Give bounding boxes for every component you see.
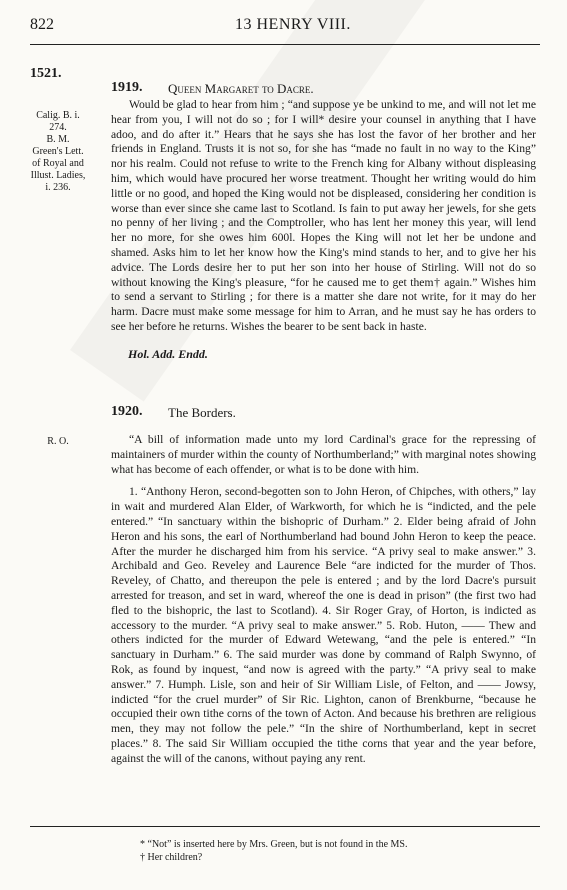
side-ref: Illust. Ladies, (30, 170, 86, 181)
entry-number: 1920. (111, 404, 143, 419)
entry-paragraph: 1. “Anthony Heron, second-begotten son to John Heron, of Chipches, with others,” lay in wait and murdered Alan Elder, of Warkworth, for which he is “indicted, and the pele entered.” “In sanctuary within the bishopric of Durham.” 2. Elder being afraid of John Heron and his sons, the earl of Northumberland had bound John Heron to keep the peace. After the murder he discharged him from his service. “A privy seal to make answer.” 3. Archibald and Geo. Reveley and Laurence Bele “are indicted for the murder of Thos. Reveley, of Chatto, and thereupon the pele is entered ; and by the lord Dacre's pursuit arrested for treason, and set in ward, whereof the one is dead in prison” (the first two had fled to the bishopric, the last to Scotland). 4. Sir Roger Gray, of Horton, is indicted as accessory to the murder. “A privy seal to make answer.” 5. Rob. Huton, —— Thew and others indicted for the murder of Edward Wetewang, “and the pele is entered.” “In sanctuary in Durham.” 6. The said murder was done by command of Ralph Swynno, of Rok, as found by inquest, “and now is agreed with the party.” “A privy seal to make answer.” 7. Humph. Lisle, son and heir of Sir William Lisle, of Felton, and —— Jowsy, indicted “for the cruel murder” of Sir Ric. Lighton, canon of Brenkburne, “because he occupied their own tithe corns of the town of Acton. And because his brethren are religious men, they may not follow the pele.” “In the shire of Northumberland, kept in secret places.” 8. The said Sir William occupied the tithe corns that year and the year before, against the will of the canons, without paying any rent. (111, 485, 536, 765)
entry-title: Queen Margaret to Dacre. (168, 81, 314, 96)
footnote: * “Not” is inserted here by Mrs. Green, but is not found in the MS. (140, 839, 408, 850)
entry-paragraph: Would be glad to hear from him ; “and suppose ye be unkind to me, and will not let me hear from you, I will not do so ; for I will* desire your counsel in anything that I have adoo, and do after it.” Hears that he says she has lost the favor of her brother and her friends in England. Trusts it is not so, for she has “made no fault in no way to the King” nor his realm. Could not refuse to write to the French king for Albany without displeasing him, which would have procured her worse treatment. Thought her writing would do him little or no good, and hoped the King would not be displeased, considering her condition is worse than ever since she came last to Scotland. Is fain to put away her jewels, for she gets no penny of her living ; and the Comptroller, who has lent her money this year, will lend her no more, for she owes him 600l. Hopes the King will not let her be undone and shamed. Asks him to let her know how the King's mind stands to her, and to give her his advice. The Lords desire her to put her son into her house of Stirling. Will not do so without knowing the King's pleasure, “for he caused me to get them† again.” Wishes him to send a servant to Stirling ; for there is a matter she dare not write, for it may do her harm. Dacre must make some message for him to Arran, and he must say he has orders to see her before he returns. Wishes the bearer to be sent back in haste. (111, 98, 536, 333)
side-references (22, 110, 94, 194)
footnotes (140, 838, 407, 864)
side-ref: Calig. B. i. (36, 110, 80, 121)
entry-title: The Borders. (168, 405, 236, 420)
entry-body (111, 433, 536, 767)
side-references (22, 436, 94, 448)
header-rule (30, 44, 540, 45)
year-heading: 1521. (30, 66, 62, 81)
entry-endorsement: Hol. Add. Endd. (128, 347, 208, 361)
side-ref: of Royal and (32, 158, 84, 169)
entry-intro: “A bill of information made unto my lord Cardinal's grace for the repressing of maintainers of murder within the county of Northumberland;” with marginal notes showing what has become of each offender, or what is to be done with him. (111, 433, 536, 476)
side-ref: R. O. (47, 436, 69, 447)
side-ref: B. M. (46, 134, 70, 145)
page-number: 822 (30, 16, 54, 33)
side-ref: i. 236. (45, 182, 71, 193)
running-title: 13 HENRY VIII. (235, 16, 351, 33)
side-ref: 274. (49, 122, 67, 133)
footnote-rule (30, 826, 540, 827)
entry-number: 1919. (111, 80, 143, 95)
side-ref: Green's Lett. (32, 146, 84, 157)
page-header (30, 16, 540, 36)
footnote: † Her children? (140, 852, 203, 863)
entry-body (111, 98, 536, 335)
